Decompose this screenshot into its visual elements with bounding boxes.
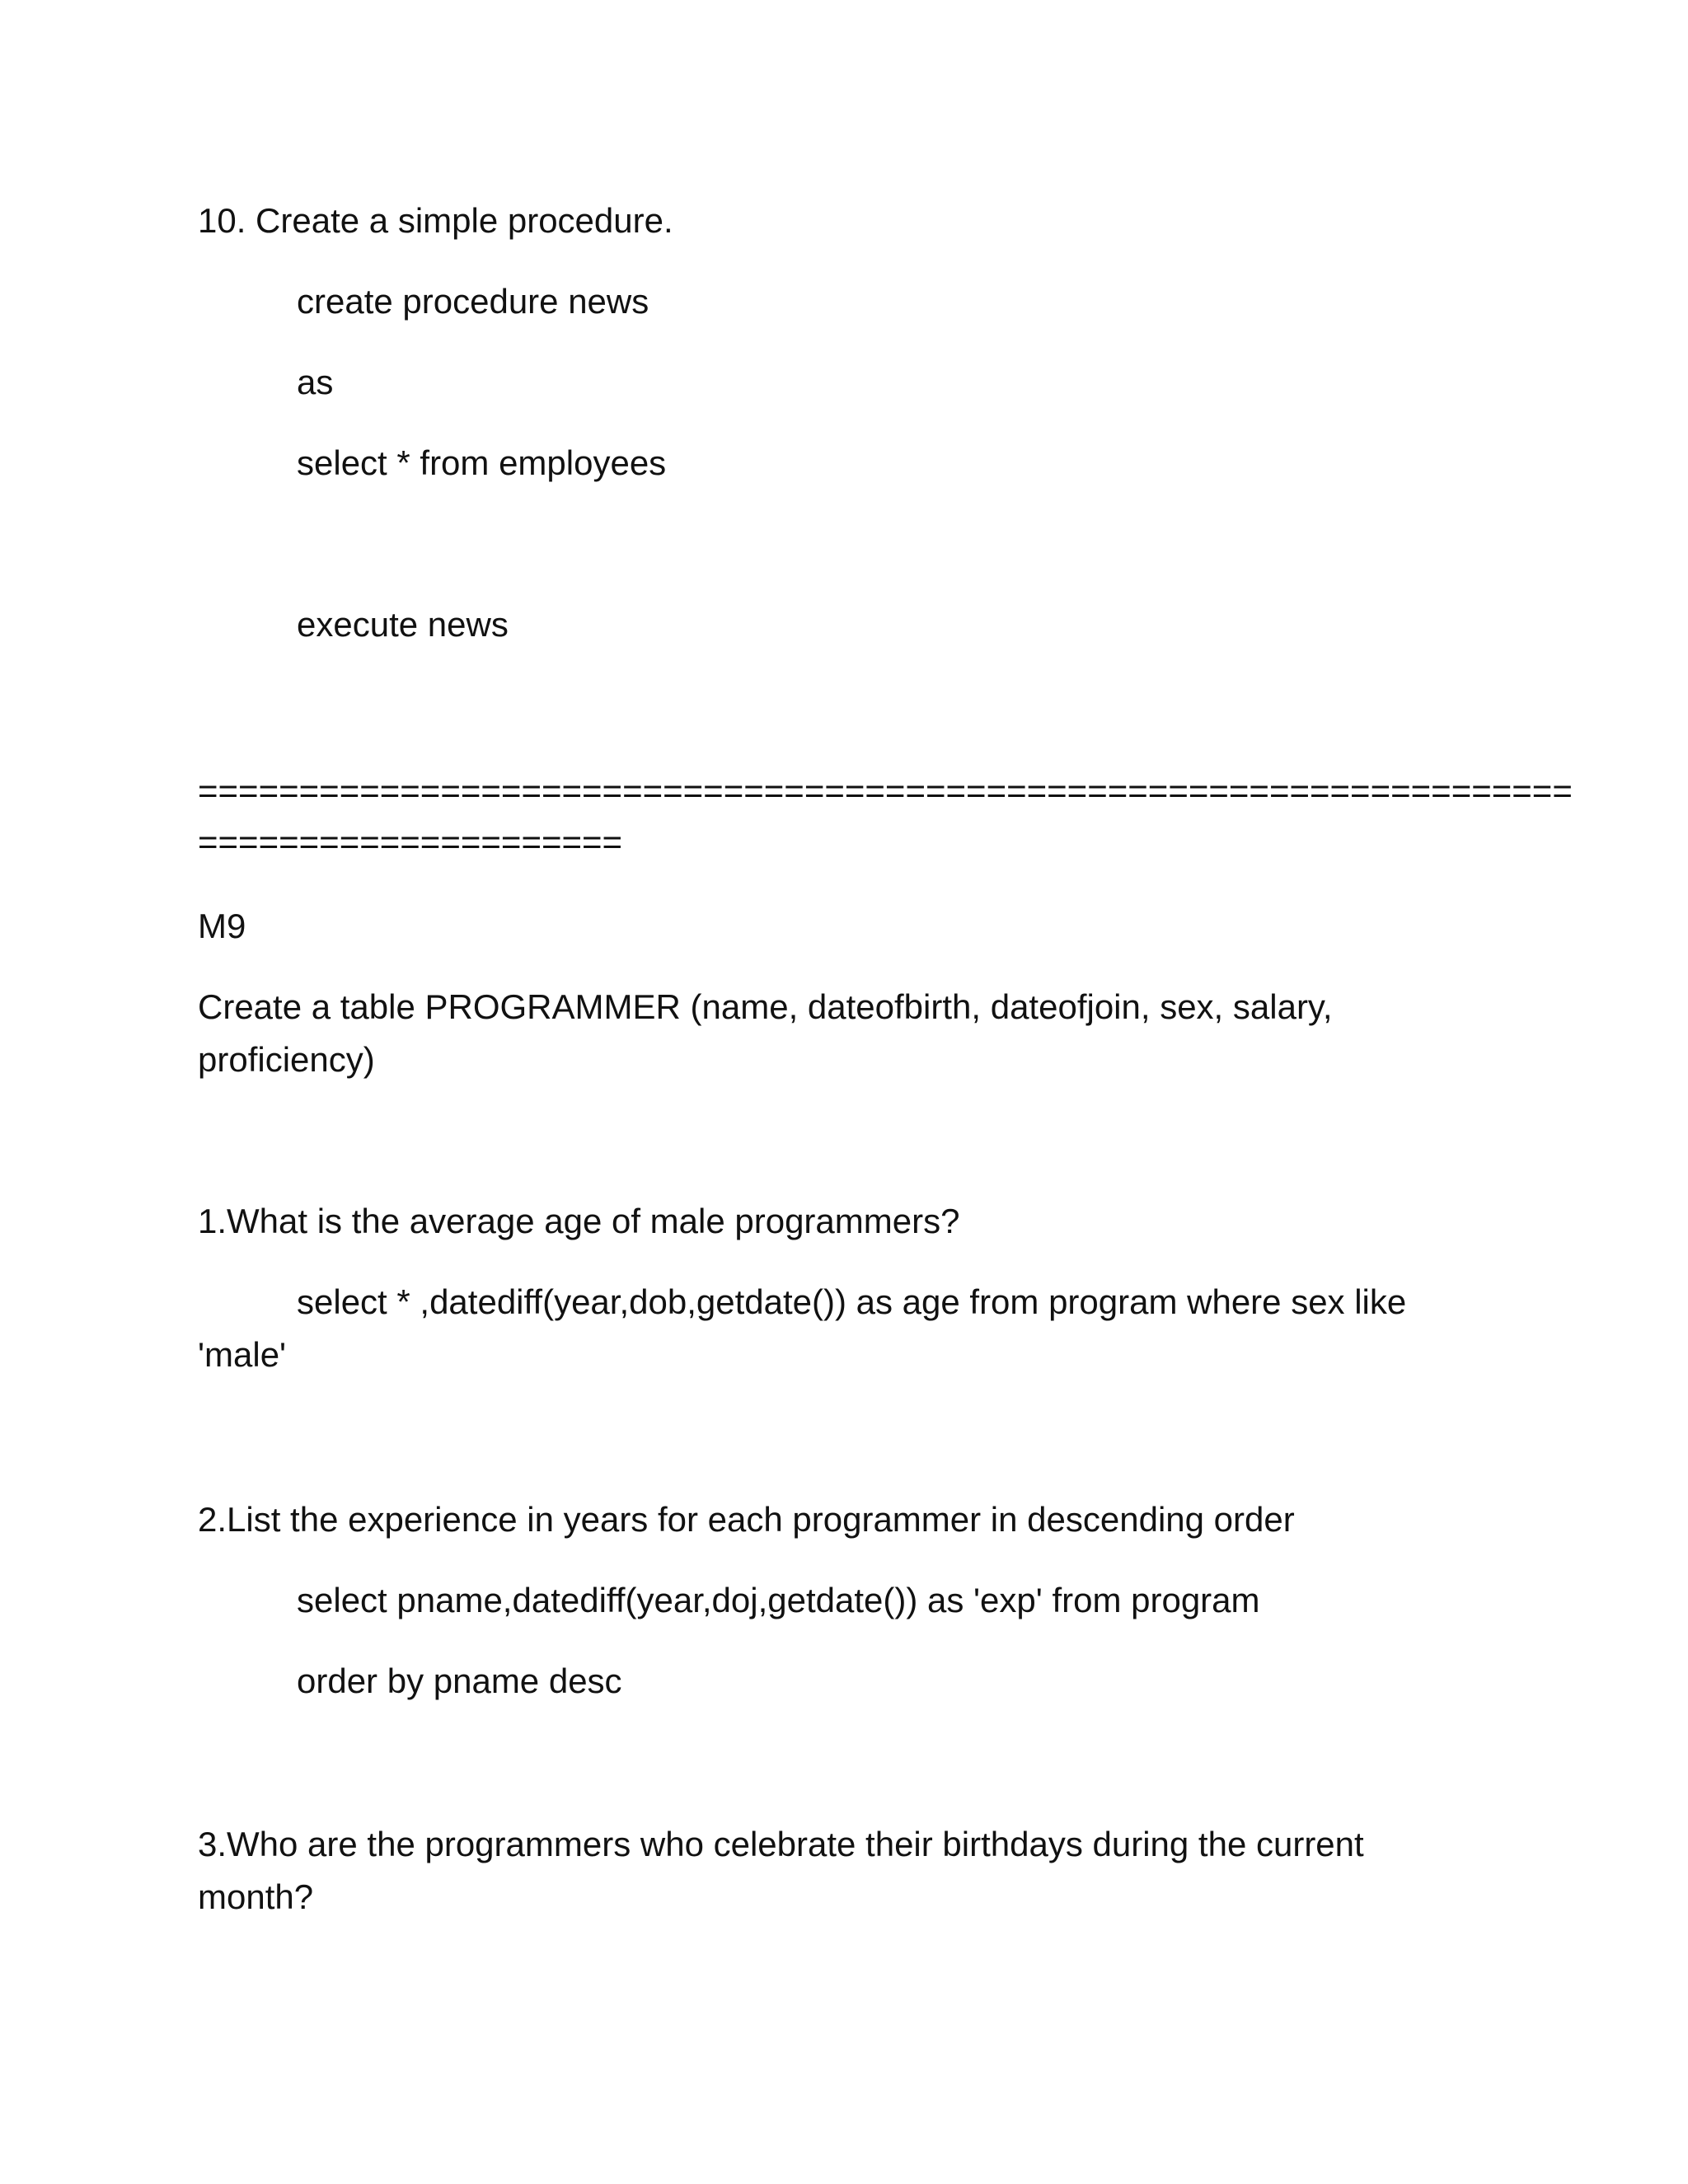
- q10-code-line-2: as: [297, 363, 334, 401]
- table-prompt: Create a table PROGRAMMER (name, dateofbirth, dateofjoin, sex, salary, proficiency): [198, 987, 1333, 1079]
- q3-title: 3.Who are the programmers who celebrate their birthdays during the current month?: [198, 1825, 1364, 1916]
- q10-title: 10. Create a simple procedure.: [198, 201, 673, 240]
- separator-line-1: ====================================================================: [198, 771, 1573, 810]
- q2-title: 2.List the experience in years for each programmer in descending order: [198, 1500, 1295, 1539]
- q2-code-line-1: select pname,datediff(year,doj,getdate()) as 'exp' from program: [297, 1581, 1260, 1619]
- section-label: M9: [198, 907, 246, 945]
- q10-code-line-1: create procedure news: [297, 282, 649, 321]
- q10-code-line-3: select * from employees: [297, 443, 667, 482]
- q10-code-line-4: execute news: [297, 605, 509, 644]
- q1-title: 1.What is the average age of male programmers?: [198, 1202, 960, 1240]
- separator-line-2: =====================: [198, 823, 623, 861]
- q1-code: select * ,datediff(year,dob,getdate()) as age from program where sex like 'male': [198, 1282, 1407, 1374]
- q2-code-line-2: order by pname desc: [297, 1661, 622, 1700]
